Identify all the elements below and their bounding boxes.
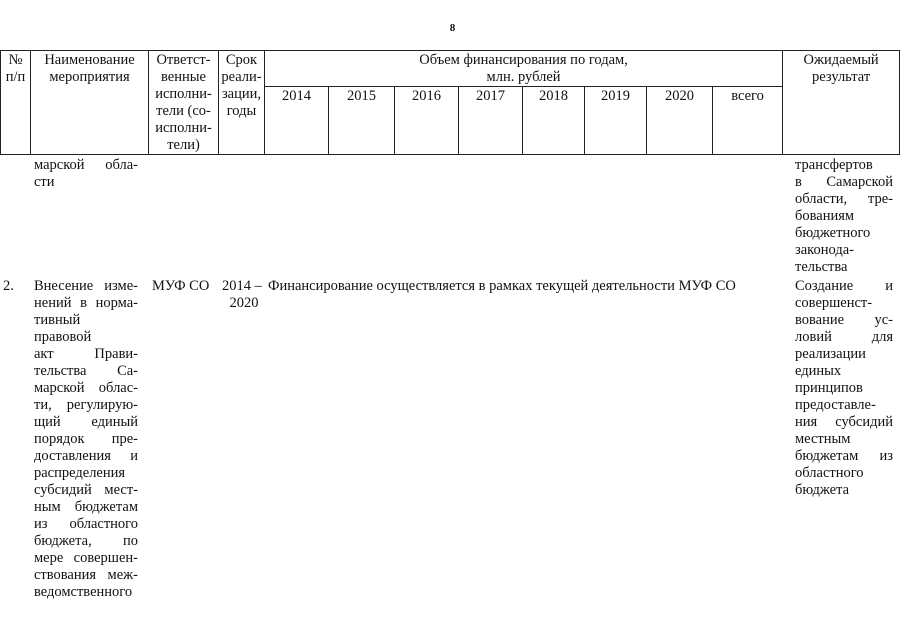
header-table [0,50,900,155]
row2-result-line: вование ус- [795,312,893,328]
header-year: 2014 [265,87,329,155]
row2-name-line: тивный правовой [34,312,92,345]
continuation-result-line: трансфертов [795,157,873,173]
header-responsible-line: Ответст- [156,52,211,68]
row2-result-line: местным [795,431,851,447]
row2-result-line: бюджетам из [795,448,893,464]
header-funding-line: Объем финансирования по годам, [419,52,628,68]
row2-result-line: реализации [795,346,866,362]
header-total: всего [713,87,783,155]
row2-name-line: порядок пре- [34,431,138,447]
header-num-line: № [8,52,23,68]
row2-name-line: распределения [34,465,126,481]
header-funding-line: млн. рублей [486,69,561,85]
header-responsible-line: исполни- [155,120,212,136]
header-term-line: реали- [221,69,262,85]
row2-responsible: МУФ СО [152,278,210,294]
row2-name-line: марской облас- [34,380,138,396]
header-responsible [149,51,219,155]
row2-name-line: бюджета, по [34,533,138,549]
header-year: 2017 [459,87,523,155]
header-year: 2019 [585,87,647,155]
header-year: 2018 [523,87,585,155]
header-responsible-line: венные [161,69,206,85]
continuation-name-line: сти [34,174,55,190]
row2-name-line: тельства Са- [34,363,138,379]
row2-result-line: совершенст- [795,295,873,311]
header-year: 2016 [395,87,459,155]
row2-name-line: из областного [34,516,138,532]
continuation-result-line: области, тре- [795,191,893,207]
row2-name-line: ведомственного [34,584,133,600]
row2-result-line: предоставле- [795,397,876,413]
row2-term-line: 2020 [229,295,259,311]
row2-term [222,278,266,312]
header-responsible-line: тели) [167,137,200,153]
header-term [219,51,265,155]
row2-name-line: доставления и [34,448,138,464]
header-num-line: п/п [5,69,26,85]
row2-name-line: нений в норма- [34,295,138,311]
row2-name-line: Внесение изме- [34,278,138,294]
page-number: 8 [449,22,456,34]
header-name [31,51,149,155]
row2-name-line: щий единый [34,414,138,430]
continuation-result-line: в Самарской [795,174,893,190]
header-term-line: годы [226,103,257,119]
row2-result [795,278,893,499]
header-result [783,51,900,155]
row2-name-line: ствования меж- [34,567,138,583]
row2-name-line: акт Прави- [34,346,138,362]
row2-name [34,278,138,601]
row2-funding: Финансирование осуществляется в рамках текущей деятельности МУФ СО [268,278,736,294]
continuation-result [795,157,893,276]
header-responsible-line: тели (со- [156,103,211,119]
row2-term-line: 2014 – [222,278,262,294]
header-num [1,51,31,155]
row2-name-line: ным бюджетам [34,499,138,515]
row2-name-line: субсидий мест- [34,482,138,498]
row2-result-line: принципов [795,380,863,396]
row2-name-line: мере совершен- [34,550,138,566]
row2-result-line: Создание и [795,278,893,294]
header-term-line: Срок [225,52,258,68]
header-responsible-line: исполни- [155,86,212,102]
row2-name-line: ти, регулирую- [34,397,138,413]
row2-result-line: ния субсидий [795,414,893,430]
continuation-name-line: марской обла- [34,157,138,173]
header-year: 2020 [647,87,713,155]
continuation-name [34,157,138,191]
header-funding [265,51,783,87]
continuation-result-line: бюджетного [795,225,871,241]
continuation-result-line: бованиям [795,208,855,224]
header-result-line: результат [812,69,871,85]
continuation-result-line: законода- [795,242,854,258]
row2-result-line: единых [795,363,842,379]
row2-result-line: ловий для [795,329,893,345]
continuation-result-line: тельства [795,259,848,275]
header-result-line: Ожидаемый [803,52,879,68]
header-year: 2015 [329,87,395,155]
row2-result-line: бюджета [795,482,850,498]
header-term-line: зации, [221,86,262,102]
row2-result-line: областного [795,465,864,481]
row2-number: 2. [3,278,14,294]
header-name-line: Наименование [44,52,135,68]
header-name-line: мероприятия [49,69,130,85]
